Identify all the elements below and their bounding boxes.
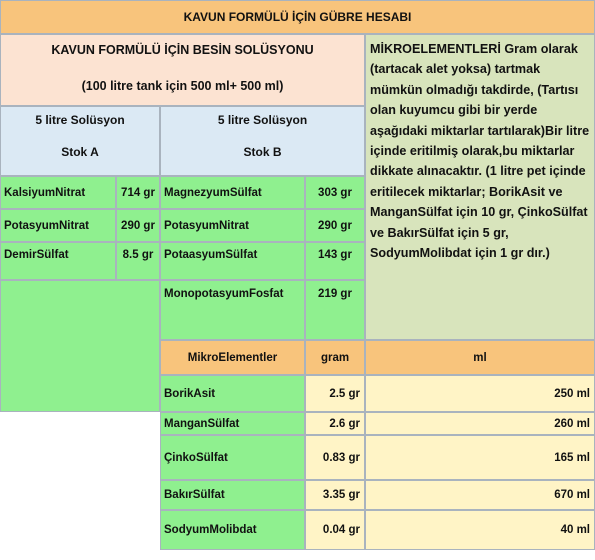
micro-row-ml: 250 ml — [365, 375, 595, 412]
micro-row-gram: 3.35 gr — [305, 480, 365, 510]
micro-row-name: BorikAsit — [160, 375, 305, 412]
stock-b-item-name: MonopotasyumFosfat — [160, 280, 305, 340]
stock-a-item-amount: 8.5 gr — [116, 242, 160, 280]
stock-b-header — [160, 106, 365, 176]
micro-row-name: BakırSülfat — [160, 480, 305, 510]
stock-a-item-amount: 290 gr — [116, 209, 160, 242]
stock-a-item-name: DemirSülfat — [0, 242, 116, 280]
stock-a-header — [0, 106, 160, 176]
solution-heading-cell — [0, 34, 365, 106]
stock-b-item-name: MagnezyumSülfat — [160, 176, 305, 209]
micro-note: MİKROELEMENTLERİ Gram olarak (tartacak alet yoksa) tartmak mümkün olmadığı takdirde, (Tartısı olan kuyumcu gibi bir yerde aşağıdaki miktarlar tartılarak)Bir litre içinde eritilmiş olarak,bu miktarlar dikkate alınacaktır. (1 litre pet içinde eritilecek miktarlar; BorikAsit ve ManganSülfat için 10 gr, ÇinkoSülfat ve BakırSülfat için 5 gr, SodyumMolibdat için 1 gr dır.) — [365, 34, 595, 340]
sheet-title: KAVUN FORMÜLÜ İÇİN GÜBRE HESABI — [0, 0, 595, 34]
stock-a-line1: 5 litre Solüsyon — [35, 113, 125, 127]
stock-b-item-amount: 143 gr — [305, 242, 365, 280]
stock-b-item-amount: 303 gr — [305, 176, 365, 209]
stock-b-item-amount: 219 gr — [305, 280, 365, 340]
stock-b-item-amount: 290 gr — [305, 209, 365, 242]
micro-header-name: MikroElementler — [160, 340, 305, 375]
stock-a-item-name: KalsiyumNitrat — [0, 176, 116, 209]
stock-b-item-name: PotasyumNitrat — [160, 209, 305, 242]
micro-row-gram: 2.5 gr — [305, 375, 365, 412]
stock-b-item-name: PotaasyumSülfat — [160, 242, 305, 280]
micro-row-name: ÇinkoSülfat — [160, 435, 305, 480]
stock-b-line2: Stok B — [243, 145, 282, 159]
stock-a-item-name: PotasyumNitrat — [0, 209, 116, 242]
micro-row-name: ManganSülfat — [160, 412, 305, 435]
micro-row-gram: 0.04 gr — [305, 510, 365, 550]
solution-heading: KAVUN FORMÜLÜ İÇİN BESİN SOLÜSYONU — [51, 43, 314, 57]
stock-a-line2: Stok A — [61, 145, 99, 159]
micro-row-ml: 260 ml — [365, 412, 595, 435]
micro-row-gram: 2.6 gr — [305, 412, 365, 435]
stock-b-line1: 5 litre Solüsyon — [217, 113, 308, 127]
micro-header-gram: gram — [305, 340, 365, 375]
stock-a-item-amount: 714 gr — [116, 176, 160, 209]
micro-header-ml: ml — [365, 340, 595, 375]
micro-row-gram: 0.83 gr — [305, 435, 365, 480]
solution-subheading: (100 litre tank için 500 ml+ 500 ml) — [81, 79, 284, 93]
micro-row-name: SodyumMolibdat — [160, 510, 305, 550]
micro-row-ml: 670 ml — [365, 480, 595, 510]
stock-a-empty-cell — [0, 280, 160, 412]
micro-row-ml: 40 ml — [365, 510, 595, 550]
micro-row-ml: 165 ml — [365, 435, 595, 480]
